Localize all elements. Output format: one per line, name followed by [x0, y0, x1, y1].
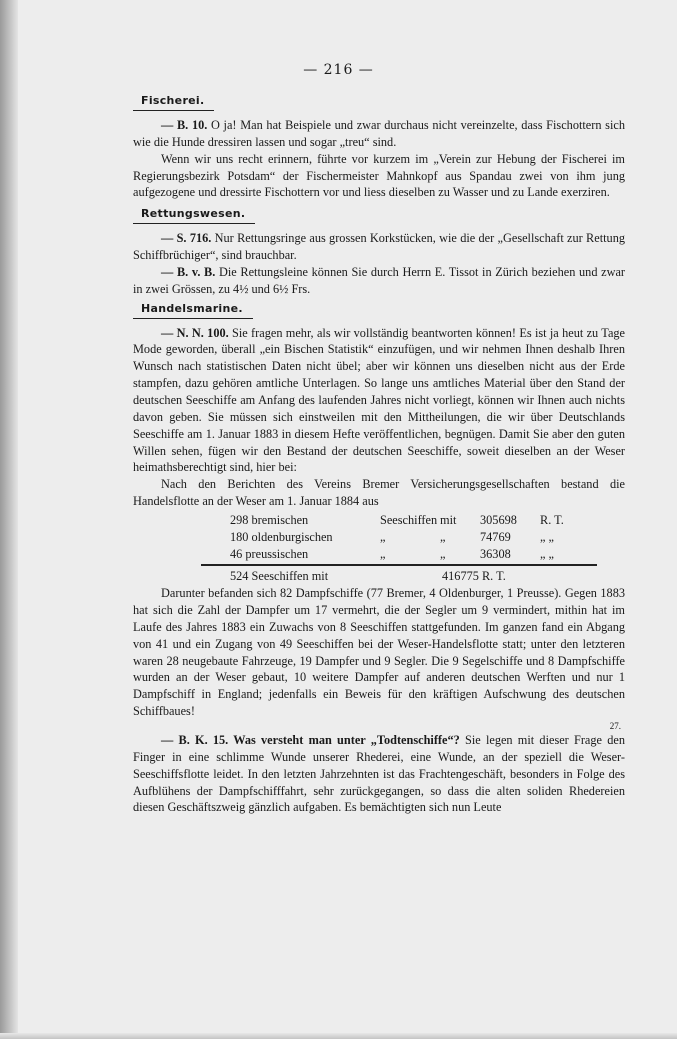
page-content	[133, 92, 625, 816]
section-heading-rettungswesen: Rettungswesen.	[133, 207, 255, 224]
paragraph-text: Die Rettungsleine können Sie durch Herrn E. Tissot in Zürich beziehen und zwar in zwei Grössen, zu 4½ und 6½ Frs.	[133, 264, 626, 296]
paragraph	[133, 117, 625, 151]
table-cell: „ „	[540, 546, 554, 561]
table-row	[133, 512, 625, 529]
table-total-row	[133, 568, 625, 585]
paragraph: Darunter befanden sich 82 Dampfschiffe (77 Bremer, 4 Oldenburger, 1 Preusse). Gegen 1883 hat sich die Zahl der Dampfer um 17 vermehrt, die der Segler um 9 vermindert, mithin hat im Laufe des Jahres 1883 ein Zuwachs von 8 Seeschiffen stattgefunden. Im ganzen fand ein Abgang von 41 und ein Zugang von 49 Seeschiffen bei der Weser-Handelsflotte statt; unter den letzteren waren 28 neugebaute Fahrzeuge, 19 Dampfer und 9 Segler. Die 9 Segelschiffe und 8 Dampfschiffe wurden an der Weser gebaut, 10 weitere Dampfer auf anderen deutschen Werften und nur 1 Dampfschiff in England; jedenfalls ein Beweis für den kräftigen Aufschwung des deutschen Schiffbaues!	[133, 586, 625, 719]
table-cell: 46 preussischen	[230, 546, 309, 561]
table-cell: „	[440, 529, 446, 544]
paragraph: Wenn wir uns recht erinnern, führte vor kurzem im „Verein zur Hebung der Fischerei im Regierungsbezirk Potsdam“ der Fischermeister Mahnkopf aus Spandau zwei von ihm jung aufgezogene und dressirte Fischottern vor und liess dieselben zu Wasser und zu Lande exerziren.	[133, 151, 625, 200]
paragraph-text: Nur Rettungsringe aus grossen Korkstücken, wie die der „Gesellschaft zur Rettung Schiffbrüchiger“, sind brauchbar.	[133, 231, 625, 263]
reader-code: — B. 10.	[161, 118, 208, 132]
table-cell: „	[380, 546, 386, 561]
fleet-table	[133, 512, 625, 585]
paragraph	[133, 264, 625, 298]
table-row	[133, 529, 625, 546]
paragraph-text: Sie fragen mehr, als wir vollständig beantworten können! Es ist ja heut zu Tage Mode geworden, überall „ein Bischen Statistik“ einzufügen, und wir nehmen Ihnen deshalb Ihren Wunsch nach statistischen Daten nicht übel; aber wir können uns dieselben nicht aus der Erde stampfen, dazu gehören amtliche Unterlagen. So lange uns amtliches Material über den Stand der deutschen Seeschiffe am Anfang des laufenden Jahres nicht vorliegt, können wir Ihnen auch nichts davon geben. Sie müssen sich einstweilen mit den Mittheilungen, die wir über Deutschlands Seeschiffe am 1. Januar 1883 in diesem Hefte veröffentlichen, begnügen. Damit Sie aber den guten Willen sehen, fügen wir den Bestand der deutschen Seeschiffe, soweit dieselben an der Weser heimathsberechtigt sind, hier bei:	[133, 325, 626, 475]
table-sum-rule	[201, 564, 597, 566]
page-number: — 216 —	[303, 62, 374, 78]
reader-code: — B. K. 15. Was versteht man unter „Todtenschiffe“?	[161, 733, 460, 747]
section-heading-handelsmarine: Handelsmarine.	[133, 302, 253, 319]
page-bottom-shadow	[0, 1033, 677, 1039]
paragraph	[133, 230, 625, 264]
reader-code: — N. N. 100.	[161, 325, 229, 340]
reader-code: — B. v. B.	[161, 264, 216, 279]
table-cell: 180 oldenburgischen	[230, 529, 333, 544]
table-cell: 298 bremischen	[230, 512, 309, 527]
page-edge-shadow	[0, 0, 18, 1039]
reader-code: — S. 716.	[161, 231, 212, 246]
paragraph	[133, 325, 625, 477]
table-row	[133, 546, 625, 563]
section-heading-fischerei: Fischerei.	[133, 94, 214, 111]
footnote-number: 27.	[609, 721, 621, 731]
table-cell: 74769	[480, 529, 511, 544]
paragraph-text: O ja! Man hat Beispiele und zwar durchaus nicht vereinzelte, dass Fischottern sich wie die Hunde dressiren lassen und sogar „treu“ sind.	[133, 118, 625, 149]
table-cell: „ „	[540, 529, 554, 544]
paragraph-text: Sie legen mit dieser Frage den Finger in eine schlimme Wunde unserer Rhederei, eine Wunde, an der speziell die Weser-Seeschiffsflotte leidet. In den letzten Jahrzehnten ist das Frachtengeschäft, besonders in Folge des Aufblühens der Dampfschifffahrt, sehr zurückgegangen, so dass die alten soliden Rhedereien diesen Geschäftszweig gänzlich aufgaben. Es bemächtigten sich nun Leute	[133, 733, 625, 815]
table-cell: „	[440, 546, 446, 561]
table-cell: 36308	[480, 546, 511, 561]
table-cell: 305698	[480, 512, 517, 527]
table-cell: mit	[440, 512, 457, 527]
table-cell: Seeschiffen	[380, 512, 438, 527]
table-cell: R. T.	[540, 512, 564, 527]
paragraph: Nach den Berichten des Vereins Bremer Versicherungsgesellschaften bestand die Handelsflotte an der Weser am 1. Januar 1884 aus	[133, 477, 625, 509]
table-cell: 416775 R. T.	[442, 569, 506, 584]
table-cell: 524 Seeschiffen mit	[230, 569, 329, 584]
table-cell: „	[380, 529, 386, 544]
paragraph	[133, 732, 625, 816]
